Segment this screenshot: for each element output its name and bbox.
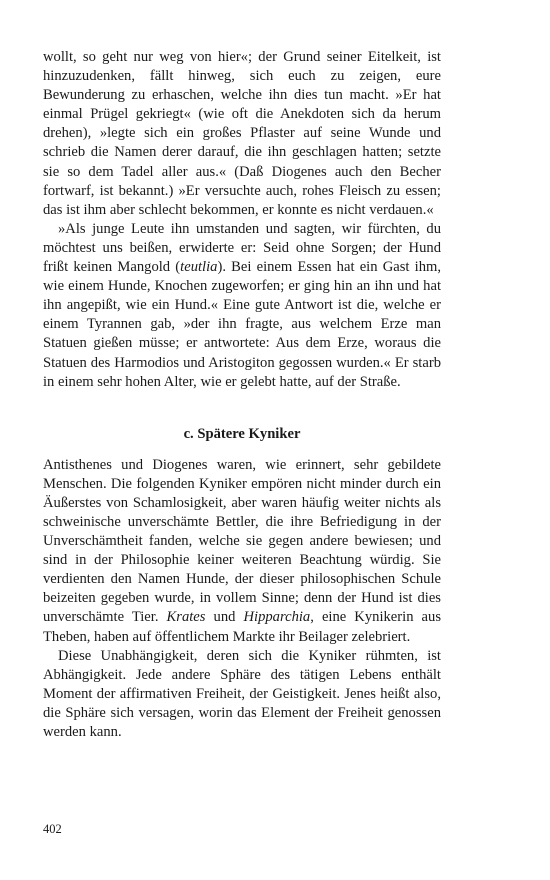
text-segment: Diese Unabhängigkeit, deren sich die Kyniker rühmten, ist Abhängigkeit. Jede andere Sphäre des tätigen Lebens enthält Moment der affirmativen Freiheit, der Geistigkeit. Jenes heißt also, die Sphäre sich versagen, worin das Element der Freiheit genossen werden kann. bbox=[43, 647, 441, 740]
page-number: 402 bbox=[43, 822, 62, 836]
paragraph-p3 bbox=[43, 456, 441, 647]
emphasis-text: Hipparchia bbox=[243, 609, 311, 626]
text-segment: »Als junge Leute ihn umstanden und sagten, wir fürchten, du möchtest uns beißen, erwiderte er: Seid ohne Sorgen; der Hund frißt keinen Mangold ( bbox=[43, 220, 441, 276]
paragraphs-top bbox=[43, 48, 441, 392]
emphasis-text: Krates bbox=[166, 609, 206, 626]
paragraph-p4 bbox=[43, 647, 441, 742]
page-body bbox=[43, 48, 441, 742]
paragraph-p2 bbox=[43, 220, 441, 392]
text-segment: Antisthenes und Diogenes waren, wie erinnert, sehr gebildete Menschen. Die folgenden Kyniker empören nicht minder durch ein Äußerstes von Schamlosigkeit, aber waren häufig weiter nichts als schweinische unverschämte Bettler, die ihre Befriedigung in der Unverschämtheit fanden, welche sie gegen andere bewiesen; und sind in der Philosophie keiner weiteren Beachtung würdig. Sie verdienten den Namen Hunde, der dieser philosophischen Schule beizeiten gegeben wurde, in vollem Sinne; denn der Hund ist dies unverschämte Tier. bbox=[43, 456, 441, 626]
text-segment: , eine Kynikerin aus Theben, haben auf öffentlichem Markte ihr Beilager zelebriert. bbox=[43, 609, 441, 645]
text-segment: wollt, so geht nur weg von hier«; der Grund seiner Eitelkeit, ist hinzuzudenken, fällt hinweg, sich euch zu zeigen, eure Bewunderung zu erhaschen, welche ihn dies tun macht. »Er hat einmal Prügel gekriegt« (wie oft die Anekdoten sich da herum drehen), »legte sich ein großes Pflaster auf seine Wunde und schrieb die Namen derer darauf, die ihn geschlagen hatten; setzte sie so dem Tadel aller aus.« (Daß Diogenes auch den Becher fortwarf, ist bekannt.) »Er versuchte auch, rohes Fleisch zu essen; das ist ihm aber schlecht bekommen, er konnte es nicht verdauen.« bbox=[43, 49, 441, 218]
section-heading: c. Spätere Kyniker bbox=[183, 425, 301, 442]
text-segment: ). Bei einem Essen hat ein Gast ihm, wie einem Hunde, Knochen zugeworfen; er ging hin an ihn und hat ihn angepißt, wie ein Hund.« Eine gute Antwort ist die, welche er einem Tyrannen gab, »der ihn fragte, aus welchem Erze man Statuen gießen müsse; er antwortete: Aus dem Erze, woraus die Statuen des Harmodios und Aristogiton gegossen wurden.« Er starb in einem sehr hohen Alter, wie er gelebt hatte, auf der Straße. bbox=[43, 259, 442, 390]
text-segment: und bbox=[205, 609, 244, 626]
paragraphs-bottom bbox=[43, 456, 441, 742]
paragraph-p1 bbox=[43, 48, 441, 220]
emphasis-text: teutlia bbox=[180, 259, 218, 276]
